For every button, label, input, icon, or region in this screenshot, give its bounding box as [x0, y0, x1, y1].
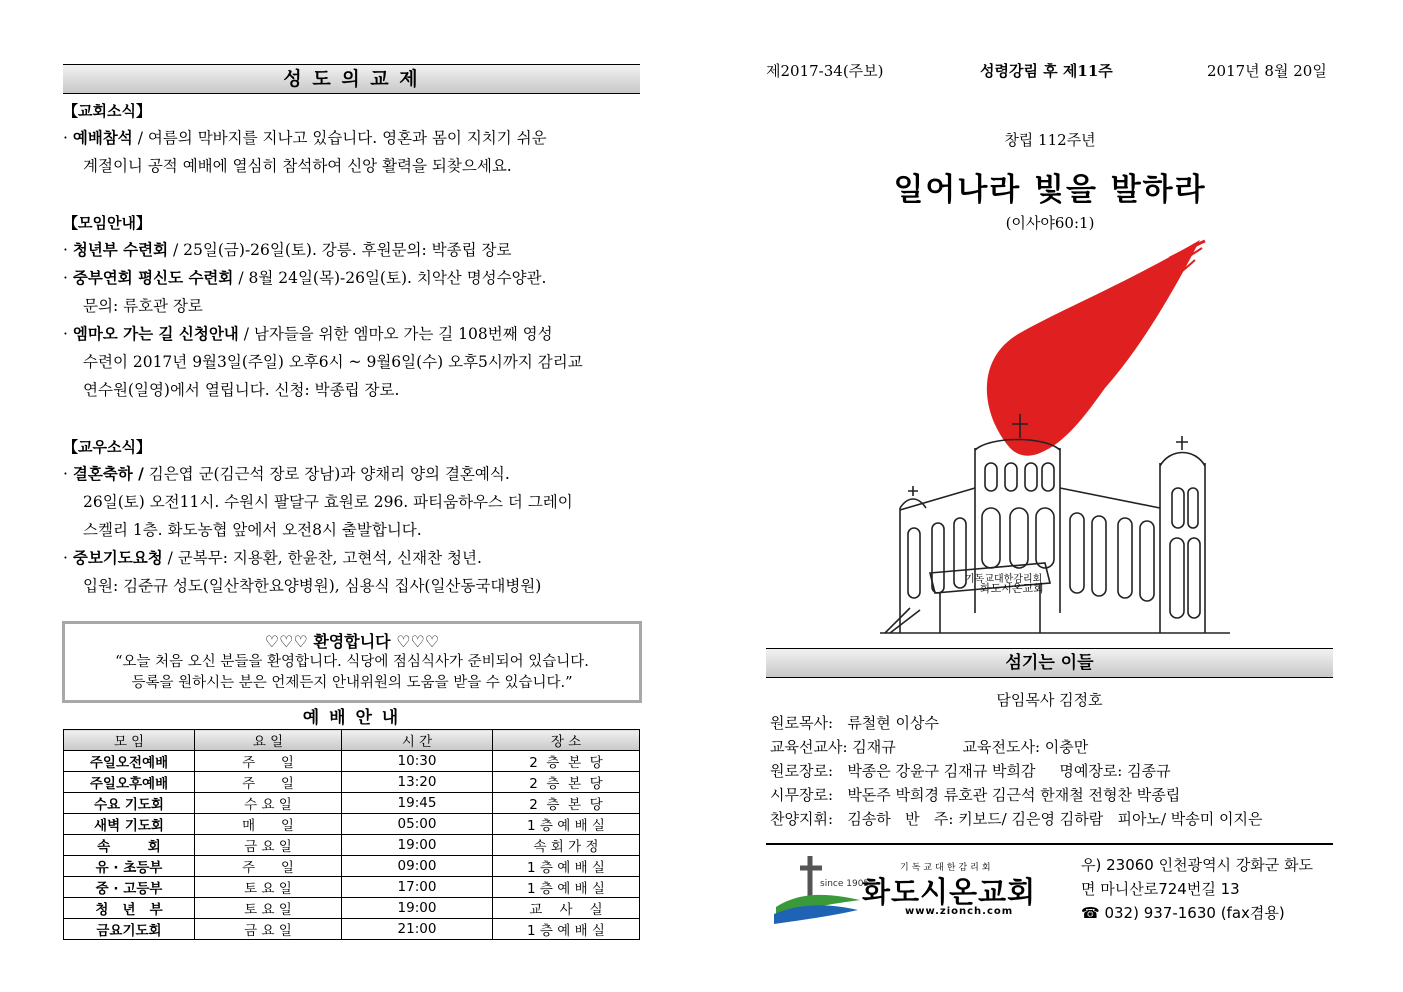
divider [766, 843, 1333, 845]
meeting-cont: 연수원(일영)에서 열립니다. 신청: 박종립 장로. [83, 381, 400, 399]
service-place: 교 사 실 [493, 898, 640, 919]
table-row [64, 856, 640, 877]
service-place: 1 층 예 배 실 [493, 919, 640, 940]
service-place: 1 층 예 배 실 [493, 814, 640, 835]
liturgical-season: 성령강림 후 제11주 [980, 62, 1113, 80]
service-name: 중 · 고등부 [64, 877, 195, 898]
service-place: 2 층 본 당 [493, 793, 640, 814]
service-day: 금 요 일 [195, 919, 342, 940]
service-name: 새벽 기도회 [64, 814, 195, 835]
heading-members: 【교우소식】 [63, 438, 151, 456]
service-name: 주일오전예배 [64, 751, 195, 772]
service-time: 19:45 [342, 793, 493, 814]
member-bold: 결혼축하 / [72, 464, 144, 483]
service-place: 2 층 본 당 [493, 772, 640, 793]
worship-title: 예 배 안 내 [302, 708, 401, 728]
staff-line: 원로목사: 류철현 이상수 [770, 714, 940, 732]
meeting-bold: 중부연회 평신도 수련회 [72, 268, 234, 287]
address-line: 우) 23060 인천광역시 강화군 화도 [1081, 856, 1314, 874]
service-name: 수요 기도회 [64, 793, 195, 814]
church-building-icon [880, 414, 1230, 633]
service-day: 토 요 일 [195, 898, 342, 919]
table-row [64, 772, 640, 793]
news-item-worship: · 예배참석 / 여름의 막바지를 지나고 있습니다. 영혼과 몸이 지치기 쉬운 계절이니 공적 예배에 열심히 참석하여 신앙 활력을 되찾으세요. [63, 124, 640, 180]
service-time: 17:00 [342, 877, 493, 898]
servants-title: 섬기는 이들 [766, 648, 1333, 678]
service-time: 19:00 [342, 898, 493, 919]
welcome-title: ♡♡♡ 환영합니다 ♡♡♡ [264, 632, 440, 651]
service-time: 05:00 [342, 814, 493, 835]
table-row [64, 877, 640, 898]
meeting-cont: 문의: 류호관 장로 [83, 297, 203, 315]
service-day: 주 일 [195, 772, 342, 793]
staff-line: 원로장로: 박종은 강윤구 김재규 박희감 명예장로: 김종규 [770, 762, 1171, 780]
service-time: 10:30 [342, 751, 493, 772]
table-row [64, 898, 640, 919]
welcome-box [62, 621, 642, 703]
news-item-text: / 여름의 막바지를 지나고 있습니다. 영혼과 몸이 지치기 쉬운 [132, 129, 547, 147]
news-item-bold: 예배참석 [72, 128, 133, 147]
col-header: 요 일 [195, 730, 342, 751]
news-item-cont: 계절이니 공적 예배에 열심히 참석하여 신앙 활력을 되찾으세요. [83, 157, 512, 175]
service-day: 토 요 일 [195, 877, 342, 898]
meeting-text: / 25일(금)-26일(토). 강릉. 후원문의: 박종립 장로 [168, 241, 512, 259]
logo-url: www.zionch.com [905, 906, 1014, 917]
table-row [64, 751, 640, 772]
table-row [64, 919, 640, 940]
senior-pastor: 담임목사 김정호 [996, 691, 1103, 709]
service-name: 금요기도회 [64, 919, 195, 940]
meeting-cont: 수련이 2017년 9월3일(주일) 오후6시 ~ 9월6일(수) 오후5시까지 감리교 [83, 353, 583, 371]
member-bold: 중보기도요청 [72, 548, 163, 567]
table-row [64, 793, 640, 814]
logo-name: 화도시온교회 [862, 875, 1037, 909]
staff-line: 교육선교사: 김재규 교육전도사: 이충만 [770, 738, 1089, 756]
address-block [1081, 853, 1313, 925]
meeting-bold: 청년부 수련회 [72, 240, 169, 259]
heading-meetings: 【모임안내】 [63, 214, 151, 232]
service-time: 21:00 [342, 919, 493, 940]
drawing-sign: 화도시온교회 [980, 582, 1044, 595]
staff-line: 찬양지휘: 김송하 반 주: 키보드/ 김은영 김하람 피아노/ 박송미 이지은 [770, 810, 1263, 828]
service-time: 13:20 [342, 772, 493, 793]
drawing-sign-small: 기독교대한감리회 [965, 574, 1043, 585]
service-name: 주일오후예배 [64, 772, 195, 793]
welcome-line: “오늘 처음 오신 분들을 환영합니다. 식당에 점심식사가 준비되어 있습니다. [115, 654, 589, 670]
service-name: 청 년 부 [64, 898, 195, 919]
anniversary: 창립 112주년 [1004, 131, 1096, 149]
members-list: · 결혼축하 / 김은엽 군(김근석 장로 장남)과 양채리 양의 결혼예식. 26일(토) 오전11시. 수원시 팔달구 효원로 296. 파티움하우스 더 그레이 스켈리 1층. 화도농협 앞에서 오전8시 출발합니다. · 중보기도요청 / 군복무: 지용환, 한윤찬, 고현석, 신재찬 청년. 입원: 김준규 성도(일산착한요양병원), 심용식 집사(일산동국대병원) [63, 460, 640, 600]
worship-table [63, 729, 640, 940]
col-header: 장 소 [493, 730, 640, 751]
service-day: 금 요 일 [195, 835, 342, 856]
service-place: 1 층 예 배 실 [493, 856, 640, 877]
service-place: 속 회 가 정 [493, 835, 640, 856]
service-time: 09:00 [342, 856, 493, 877]
service-place: 2 층 본 당 [493, 751, 640, 772]
service-day: 주 일 [195, 856, 342, 877]
table-row [64, 814, 640, 835]
table-row [64, 835, 640, 856]
meeting-text: / 8월 24일(목)-26일(토). 치악산 명성수양관. [233, 269, 547, 287]
staff-list [770, 711, 1263, 831]
staff-line: 시무장로: 박돈주 박희경 류호관 김근석 한재철 전형찬 박종립 [770, 786, 1181, 804]
church-logo-icon [772, 852, 870, 924]
member-text: 김은엽 군(김근석 장로 장남)과 양채리 양의 결혼예식. [143, 465, 510, 483]
meeting-bold: 엠마오 가는 길 신청안내 [72, 324, 239, 343]
member-text: / 군복무: 지용환, 한윤찬, 고현석, 신재찬 청년. [162, 549, 482, 567]
meetings-list: · 청년부 수련회 / 25일(금)-26일(토). 강릉. 후원문의: 박종립 장로 · 중부연회 평신도 수련회 / 8월 24일(목)-26일(토). 치악산 명성수양관. 문의: 류호관 장로 · 엠마오 가는 길 신청안내 / 남자들을 위한 엠마오 가는 길 108번째 영성 수련이 2017년 9월3일(주일) 오후6시 ~ 9월6일(수) 오후5시까지 감리교 연수원(일영)에서 열립니다. 신청: 박종립 장로. [63, 236, 640, 404]
bulletin-date: 2017년 8월 20일 [1207, 62, 1327, 80]
service-day: 매 일 [195, 814, 342, 835]
church-illustration [870, 238, 1240, 640]
meeting-text: / 남자들을 위한 엠마오 가는 길 108번째 영성 [238, 325, 553, 343]
verse-reference: (이사야60:1) [1005, 214, 1095, 232]
address-line: 면 마니산로724번길 13 [1081, 880, 1240, 898]
service-name: 속 회 [64, 835, 195, 856]
member-cont: 스켈리 1층. 화도농협 앞에서 오전8시 출발합니다. [83, 521, 422, 539]
service-day: 주 일 [195, 751, 342, 772]
service-day: 수 요 일 [195, 793, 342, 814]
heading-church-news: 【교회소식】 [63, 102, 151, 120]
member-cont: 26일(토) 오전11시. 수원시 팔달구 효원로 296. 파티움하우스 더 그레이 [83, 493, 573, 511]
col-header: 시 간 [342, 730, 493, 751]
service-place: 1 층 예 배 실 [493, 877, 640, 898]
logo-since: since 1905 [820, 879, 870, 889]
section-title-fellowship: 성 도 의 교 제 [63, 64, 640, 94]
issue-number: 제2017-34(주보) [766, 62, 884, 80]
col-header: 모 임 [64, 730, 195, 751]
welcome-line: 등록을 원하시는 분은 언제든지 안내위원의 도움을 받을 수 있습니다.” [131, 675, 573, 691]
motto-title: 일어나라 빛을 발하라 [893, 172, 1207, 208]
service-name: 유 · 초등부 [64, 856, 195, 877]
service-time: 19:00 [342, 835, 493, 856]
phone-number: ☎ 032) 937-1630 (fax겸용) [1081, 904, 1285, 922]
member-cont: 입원: 김준규 성도(일산착한요양병원), 심용식 집사(일산동국대병원) [83, 577, 542, 595]
logo-denomination: 기독교대한감리회 [900, 863, 994, 873]
